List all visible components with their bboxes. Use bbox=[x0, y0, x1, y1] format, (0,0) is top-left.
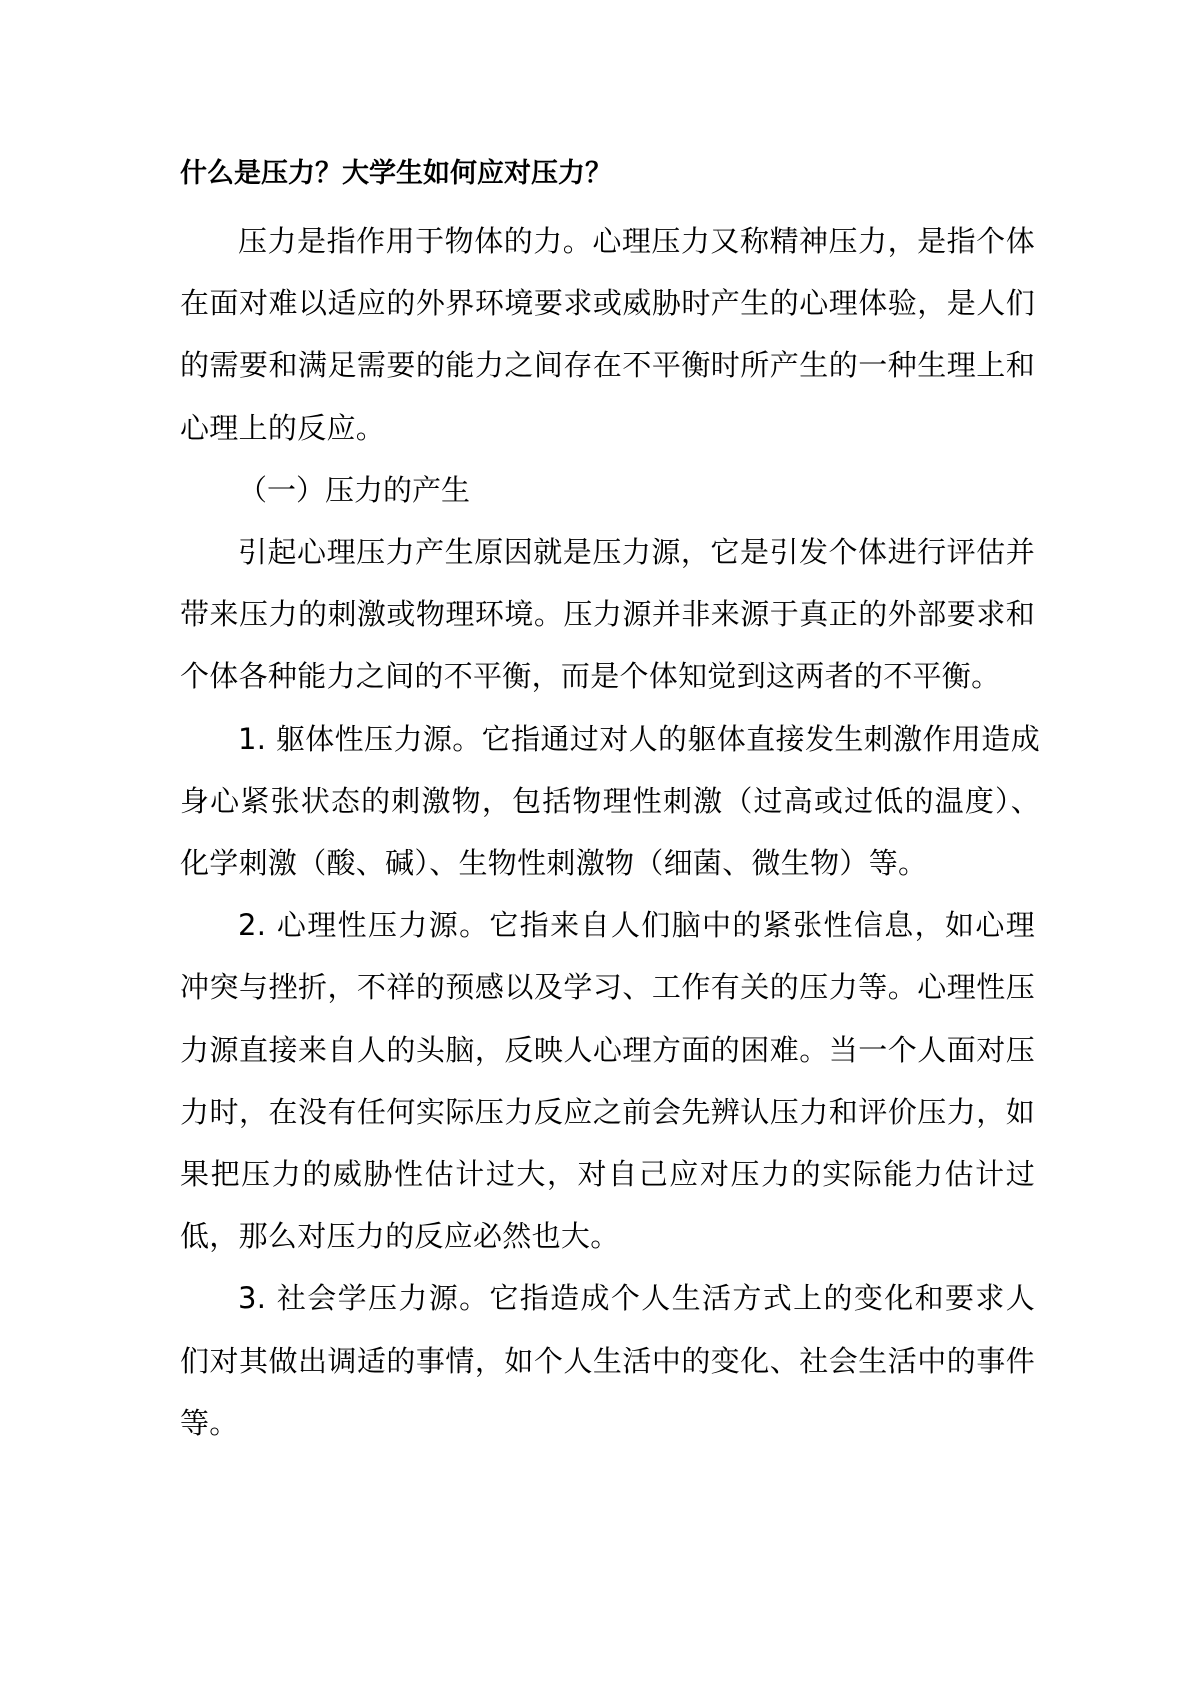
section-heading-stress-origin: （一）压力的产生 bbox=[238, 472, 471, 507]
document-body bbox=[180, 152, 1040, 1454]
paragraph-social-stressor: 3. 社会学压力源。它指造成个人生活方式上的变化和要求人们对其做出调适的事情，如个人生活中的变化、社会生活中的事件等。 bbox=[180, 1281, 1035, 1440]
paragraph-psychological-stressor: 2. 心理性压力源。它指来自人们脑中的紧张性信息，如心理冲突与挫折，不祥的预感以及学习、工作有关的压力等。心理性压力源直接来自人的头脑，反映人心理方面的困难。当一个人面对压力时，在没有任何实际压力反应之前会先辨认压力和评价压力，如果把压力的威胁性估计过大，对自己应对压力的实际能力估计过低，那么对压力的反应必然也大。 bbox=[180, 908, 1035, 1254]
paragraph-stress-source: 引起心理压力产生原因就是压力源，它是引发个体进行评估并带来压力的刺激或物理环境。压力源并非来源于真正的外部要求和个体各种能力之间的不平衡，而是个体知觉到这两者的不平衡。 bbox=[180, 535, 1035, 694]
paragraph-definition: 压力是指作用于物体的力。心理压力又称精神压力，是指个体在面对难以适应的外界环境要求或威胁时产生的心理体验，是人们的需要和满足需要的能力之间存在不平衡时所产生的一种生理上和心理上的反应。 bbox=[180, 224, 1035, 445]
paragraph-physical-stressor: 1. 躯体性压力源。它指通过对人的躯体直接发生刺激作用造成身心紧张状态的刺激物，包括物理性刺激（过高或过低的温度）、化学刺激（酸、碱）、生物性刺激物（细菌、微生物）等。 bbox=[180, 721, 1040, 881]
document-title: 什么是压力？大学生如何应对压力？ bbox=[180, 158, 612, 189]
